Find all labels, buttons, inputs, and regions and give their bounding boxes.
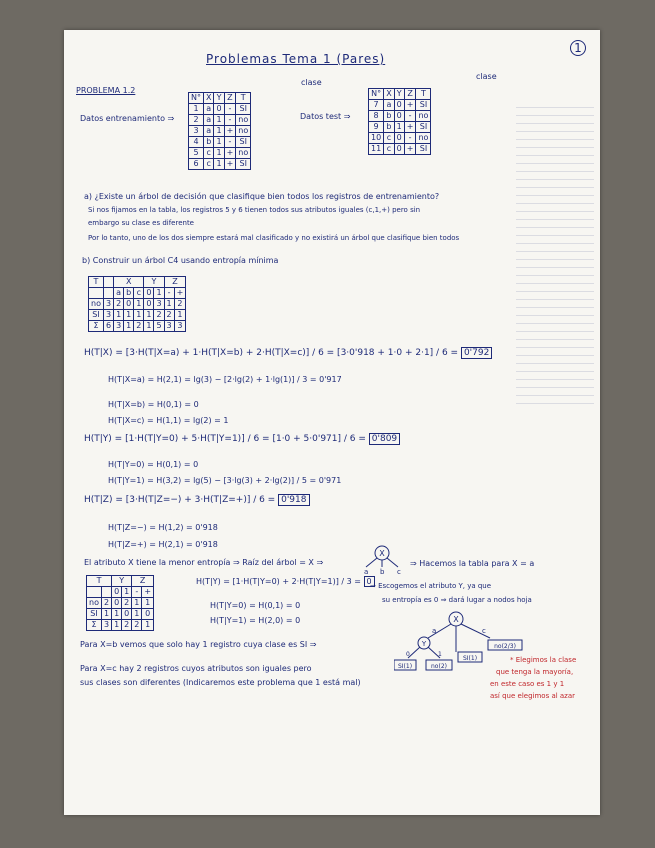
count-table-header-row xyxy=(89,277,186,288)
train-table-header-cell: N° xyxy=(189,93,204,104)
final-tree-leaf-si-b: SI(1) xyxy=(462,655,478,662)
train-table-cell: SI xyxy=(236,159,251,170)
test-table-cell: + xyxy=(404,100,416,111)
sub-table-header-cell: Z xyxy=(132,576,154,587)
final-tree-branch-1: 1 xyxy=(438,651,442,658)
count-table-subheader-cell: 0 xyxy=(144,288,154,299)
count-table-cell: 2 xyxy=(164,310,174,321)
train-table-cell: - xyxy=(224,104,236,115)
count-table-cell: 0 xyxy=(144,299,154,310)
test-table-header-cell: T xyxy=(416,89,431,100)
sub-table-row xyxy=(87,620,154,631)
tree-branch-a: a xyxy=(364,568,369,575)
sub-table-cell: 0 xyxy=(142,609,154,620)
train-table-cell: + xyxy=(224,126,236,137)
sub-table-subheader-cell: - xyxy=(132,587,142,598)
count-table-row xyxy=(89,321,186,332)
train-table-cell: 1 xyxy=(214,148,224,159)
page-number: 1 xyxy=(570,40,586,56)
test-table-row xyxy=(369,144,431,155)
sub-table-cell: 1 xyxy=(142,620,154,631)
result-h-t-z: 0'918 xyxy=(278,494,309,506)
count-table-row xyxy=(89,310,186,321)
test-table-cell: b xyxy=(384,122,394,133)
test-table-row xyxy=(369,133,431,144)
test-table-row xyxy=(369,122,431,133)
sub-table-cell: 2 xyxy=(132,620,142,631)
part-a-question: a) ¿Existe un árbol de decisión que clasifique bien todos los registros de entrenamiento? xyxy=(84,192,440,201)
sub-table-cell: 1 xyxy=(112,609,122,620)
sub-table-cell: 1 xyxy=(112,620,122,631)
count-table-subheader-cell: a xyxy=(114,288,124,299)
count-table-subheader-cell: b xyxy=(124,288,134,299)
test-table-row xyxy=(369,100,431,111)
train-table-row xyxy=(189,159,251,170)
train-table-cell: 4 xyxy=(189,137,204,148)
test-table-cell: no xyxy=(416,111,431,122)
sub-conclusion-2: su entropía es 0 ⇒ dará lugar a nodos hoja xyxy=(382,596,532,604)
count-table-cell: 1 xyxy=(124,321,134,332)
test-table-header-cell: X xyxy=(384,89,394,100)
red-note-4: así que elegimos al azar xyxy=(490,692,576,700)
train-table-cell: c xyxy=(203,148,213,159)
train-table-cell: b xyxy=(203,137,213,148)
sub-table-cell: 2 xyxy=(122,620,132,631)
count-table-cell: 3 xyxy=(114,321,124,332)
count-table-cell: 2 xyxy=(114,299,124,310)
sub-eq-h-t-y: H(T|Y) = [1·H(T|Y=0) + 2·H(T|Y=1)] / 3 = 0 xyxy=(196,577,375,586)
count-table-cell: 1 xyxy=(144,321,154,332)
count-table-subheader-cell: c xyxy=(134,288,144,299)
eq-h-t-x-a: H(T|X=a) = H(2,1) = lg(3) − [2·lg(2) + 1·lg(1)] / 3 = 0'917 xyxy=(108,375,342,384)
train-table-cell: no xyxy=(236,115,251,126)
test-table-header-row xyxy=(369,89,431,100)
sub-table-row xyxy=(87,598,154,609)
test-table-cell: SI xyxy=(416,144,431,155)
root-tree-sketch xyxy=(360,545,408,575)
train-table-cell: no xyxy=(236,126,251,137)
count-table-header-cell: X xyxy=(114,277,144,288)
count-table-cell: 1 xyxy=(134,299,144,310)
eq-h-t-x: H(T|X) = [3·H(T|X=a) + 1·H(T|X=b) + 2·H(T|X=c)] / 6 = [3·0'918 + 1·0 + 2·1] / 6 = 0'792 xyxy=(84,348,492,358)
test-clase-label: clase xyxy=(476,72,497,81)
train-table-cell: + xyxy=(224,148,236,159)
sub-table-cell: 1 xyxy=(101,609,111,620)
count-table xyxy=(88,276,186,332)
count-table-blank-cell xyxy=(89,288,104,299)
train-table-cell: a xyxy=(203,104,213,115)
test-label: Datos test ⇒ xyxy=(300,112,351,121)
tree-branch-b: b xyxy=(380,568,385,575)
tree-root-x: X xyxy=(379,549,385,558)
sub-conclusion-1: ⇒ Escogemos el atributo Y, ya que xyxy=(370,582,492,590)
sub-table-header-cell: Y xyxy=(112,576,132,587)
final-tree-branch-a: a xyxy=(432,627,437,635)
final-tree xyxy=(394,610,524,676)
test-table-header-cell: Y xyxy=(394,89,404,100)
test-table-cell: 9 xyxy=(369,122,384,133)
sub-table-subheader-cell: 1 xyxy=(122,587,132,598)
sub-table-row xyxy=(87,609,154,620)
sub-table-cell: 3 xyxy=(101,620,111,631)
note-x-c-1: Para X=c hay 2 registros cuyos atributos son iguales pero xyxy=(80,664,312,673)
choose-root-line: El atributo X tiene la menor entropía ⇒ Raíz del árbol = X ⇒ xyxy=(84,558,324,567)
count-table-cell: 1 xyxy=(144,310,154,321)
eq-h-t-z-plus: H(T|Z=+) = H(2,1) = 0'918 xyxy=(108,540,218,549)
red-note-2: que tenga la mayoría, xyxy=(496,668,574,676)
test-table-cell: - xyxy=(404,111,416,122)
train-table-cell: SI xyxy=(236,104,251,115)
train-clase-label: clase xyxy=(301,78,322,87)
sub-table-subheader-cell: 0 xyxy=(112,587,122,598)
count-table-cell: 3 xyxy=(174,321,186,332)
sub-table-cell: 1 xyxy=(132,598,142,609)
train-table-cell: no xyxy=(236,148,251,159)
count-table-blank-cell xyxy=(103,277,113,288)
sub-table-cell: 1 xyxy=(132,609,142,620)
tree-branch-c: c xyxy=(397,568,401,575)
eq-h-t-x-b: H(T|X=b) = H(0,1) = 0 xyxy=(108,400,199,409)
part-a-line-2: embargo su clase es diferente xyxy=(88,219,194,227)
count-table-cell: SI xyxy=(89,310,104,321)
test-table xyxy=(368,88,431,155)
sub-table-subheader-row xyxy=(87,587,154,598)
test-table-cell: 8 xyxy=(369,111,384,122)
count-table-cell: 1 xyxy=(164,299,174,310)
red-note-1: * Elegimos la clase xyxy=(510,656,577,664)
test-table-cell: 1 xyxy=(394,122,404,133)
part-a-line-1: Si nos fijamos en la tabla, los registros 5 y 6 tienen todos sus atributos iguales (c,1,+) pero sin xyxy=(88,206,421,214)
sub-table-header-row xyxy=(87,576,154,587)
train-table-row xyxy=(189,137,251,148)
result-h-t-x: 0'792 xyxy=(461,347,492,359)
sub-table-cell: SI xyxy=(87,609,102,620)
train-table-row xyxy=(189,126,251,137)
count-table-subheader-cell: + xyxy=(174,288,186,299)
final-tree-branch-0: 0 xyxy=(406,651,410,658)
eq-h-t-z-minus: H(T|Z=−) = H(1,2) = 0'918 xyxy=(108,523,218,532)
choose-then: ⇒ Hacemos la tabla para X = a xyxy=(410,559,535,568)
test-table-cell: b xyxy=(384,111,394,122)
problem-label: PROBLEMA 1.2 xyxy=(76,86,136,95)
train-table-cell: - xyxy=(224,115,236,126)
test-table-cell: no xyxy=(416,133,431,144)
notebook-page xyxy=(64,30,600,815)
sub-eq-y1: H(T|Y=1) = H(2,0) = 0 xyxy=(210,616,301,625)
count-table-cell: 3 xyxy=(164,321,174,332)
train-table-header-cell: Z xyxy=(224,93,236,104)
test-table-cell: SI xyxy=(416,122,431,133)
note-x-c-2: sus clases son diferentes (Indicaremos este problema que 1 está mal) xyxy=(80,678,361,687)
test-table-cell: + xyxy=(404,144,416,155)
count-table-cell: 3 xyxy=(154,299,164,310)
train-table-cell: 3 xyxy=(189,126,204,137)
train-table-cell: 1 xyxy=(214,126,224,137)
sub-table-cell: 0 xyxy=(112,598,122,609)
test-table-cell: 11 xyxy=(369,144,384,155)
train-table-header-cell: X xyxy=(203,93,213,104)
sub-table-cell: 0 xyxy=(122,609,132,620)
train-table-cell: 1 xyxy=(214,137,224,148)
count-table-header-cell: Z xyxy=(164,277,186,288)
train-table-cell: 0 xyxy=(214,104,224,115)
train-table-row xyxy=(189,115,251,126)
test-table-header-cell: N° xyxy=(369,89,384,100)
test-table-cell: 0 xyxy=(394,111,404,122)
train-table-cell: SI xyxy=(236,137,251,148)
count-table-cell: 2 xyxy=(134,321,144,332)
test-table-cell: c xyxy=(384,133,394,144)
test-table-cell: 7 xyxy=(369,100,384,111)
test-table-cell: 0 xyxy=(394,144,404,155)
eq-h-t-z: H(T|Z) = [3·H(T|Z=−) + 3·H(T|Z=+)] / 6 = 0'918 xyxy=(84,495,310,505)
train-table-cell: a xyxy=(203,115,213,126)
part-a-line-3: Por lo tanto, uno de los dos siempre estará mal clasificado y no existirá un árbol que clasifique bien todos xyxy=(88,234,460,242)
train-table-cell: 5 xyxy=(189,148,204,159)
final-tree-leaf-mixed: no(2/3) xyxy=(494,643,516,650)
train-table-row xyxy=(189,104,251,115)
count-table-cell: 6 xyxy=(103,321,113,332)
final-tree-leaf-no2: no(2) xyxy=(431,663,447,670)
count-table-cell: 1 xyxy=(134,310,144,321)
count-table-header-cell: Y xyxy=(144,277,164,288)
train-table-header-cell: Y xyxy=(214,93,224,104)
sub-table-blank-cell xyxy=(87,587,102,598)
count-table-subheader-cell: 1 xyxy=(154,288,164,299)
train-table-cell: - xyxy=(224,137,236,148)
red-note-3: en este caso es 1 y 1 xyxy=(490,680,565,688)
count-table-row xyxy=(89,299,186,310)
test-table-cell: 0 xyxy=(394,100,404,111)
train-table-row xyxy=(189,148,251,159)
sub-table-cell: 1 xyxy=(142,598,154,609)
count-table-cell: 0 xyxy=(124,299,134,310)
part-b-question: b) Construir un árbol C4 usando entropía mínima xyxy=(82,256,279,265)
final-tree-root: X xyxy=(453,615,459,624)
final-tree-leaf-si: SI(1) xyxy=(397,663,413,670)
final-tree-branch-c: c xyxy=(482,627,486,635)
test-table-cell: - xyxy=(404,133,416,144)
final-tree-node-y: Y xyxy=(421,640,427,648)
sub-eq-y0: H(T|Y=0) = H(0,1) = 0 xyxy=(210,601,301,610)
train-table-cell: 1 xyxy=(189,104,204,115)
count-table-cell: 1 xyxy=(174,310,186,321)
test-table-cell: c xyxy=(384,144,394,155)
sub-table-cell: 2 xyxy=(101,598,111,609)
count-table-cell: 5 xyxy=(154,321,164,332)
sub-table-subheader-cell: + xyxy=(142,587,154,598)
result-h-t-y: 0'809 xyxy=(369,433,400,445)
note-x-b: Para X=b vemos que solo hay 1 registro cuya clase es SI ⇒ xyxy=(80,640,317,649)
count-table-cell: 2 xyxy=(154,310,164,321)
sub-table-cell: no xyxy=(87,598,102,609)
count-table-cell: 3 xyxy=(103,310,113,321)
test-table-row xyxy=(369,111,431,122)
count-table-blank-cell xyxy=(103,288,113,299)
count-table-cell: 1 xyxy=(124,310,134,321)
test-table-cell: a xyxy=(384,100,394,111)
train-label: Datos entrenamiento ⇒ xyxy=(80,114,175,123)
sub-table-header-cell: T xyxy=(87,576,112,587)
eq-h-t-y-0: H(T|Y=0) = H(0,1) = 0 xyxy=(108,460,199,469)
test-table-cell: SI xyxy=(416,100,431,111)
eq-h-t-y: H(T|Y) = [1·H(T|Y=0) + 5·H(T|Y=1)] / 6 = [1·0 + 5·0'971] / 6 = 0'809 xyxy=(84,434,400,444)
test-table-cell: + xyxy=(404,122,416,133)
train-table-cell: 2 xyxy=(189,115,204,126)
sub-table-cell: 2 xyxy=(122,598,132,609)
count-table-subheader-cell: - xyxy=(164,288,174,299)
sub-result: 0 xyxy=(364,576,375,587)
count-table-subheader-row xyxy=(89,288,186,299)
train-table-cell: 6 xyxy=(189,159,204,170)
sub-table-blank-cell xyxy=(101,587,111,598)
count-table-cell: no xyxy=(89,299,104,310)
count-table-cell: 3 xyxy=(103,299,113,310)
test-table-header-cell: Z xyxy=(404,89,416,100)
train-table-cell: 1 xyxy=(214,115,224,126)
train-table-cell: 1 xyxy=(214,159,224,170)
train-table-cell: c xyxy=(203,159,213,170)
page-title: Problemas Tema 1 (Pares) xyxy=(206,52,386,66)
test-table-cell: 10 xyxy=(369,133,384,144)
count-table-cell: 1 xyxy=(114,310,124,321)
train-table-header-cell: T xyxy=(236,93,251,104)
count-table-header-cell: T xyxy=(89,277,104,288)
eq-h-t-y-1: H(T|Y=1) = H(3,2) = lg(5) − [3·lg(3) + 2·lg(2)] / 5 = 0'971 xyxy=(108,476,342,485)
train-table xyxy=(188,92,251,170)
train-table-header-row xyxy=(189,93,251,104)
sub-table-cell: Σ xyxy=(87,620,102,631)
test-table-cell: 0 xyxy=(394,133,404,144)
train-table-cell: a xyxy=(203,126,213,137)
count-table-cell: Σ xyxy=(89,321,104,332)
count-table-cell: 2 xyxy=(174,299,186,310)
train-table-cell: + xyxy=(224,159,236,170)
eq-h-t-x-c: H(T|X=c) = H(1,1) = lg(2) = 1 xyxy=(108,416,229,425)
bleed-through-text xyxy=(510,100,600,430)
sub-table xyxy=(86,575,154,631)
